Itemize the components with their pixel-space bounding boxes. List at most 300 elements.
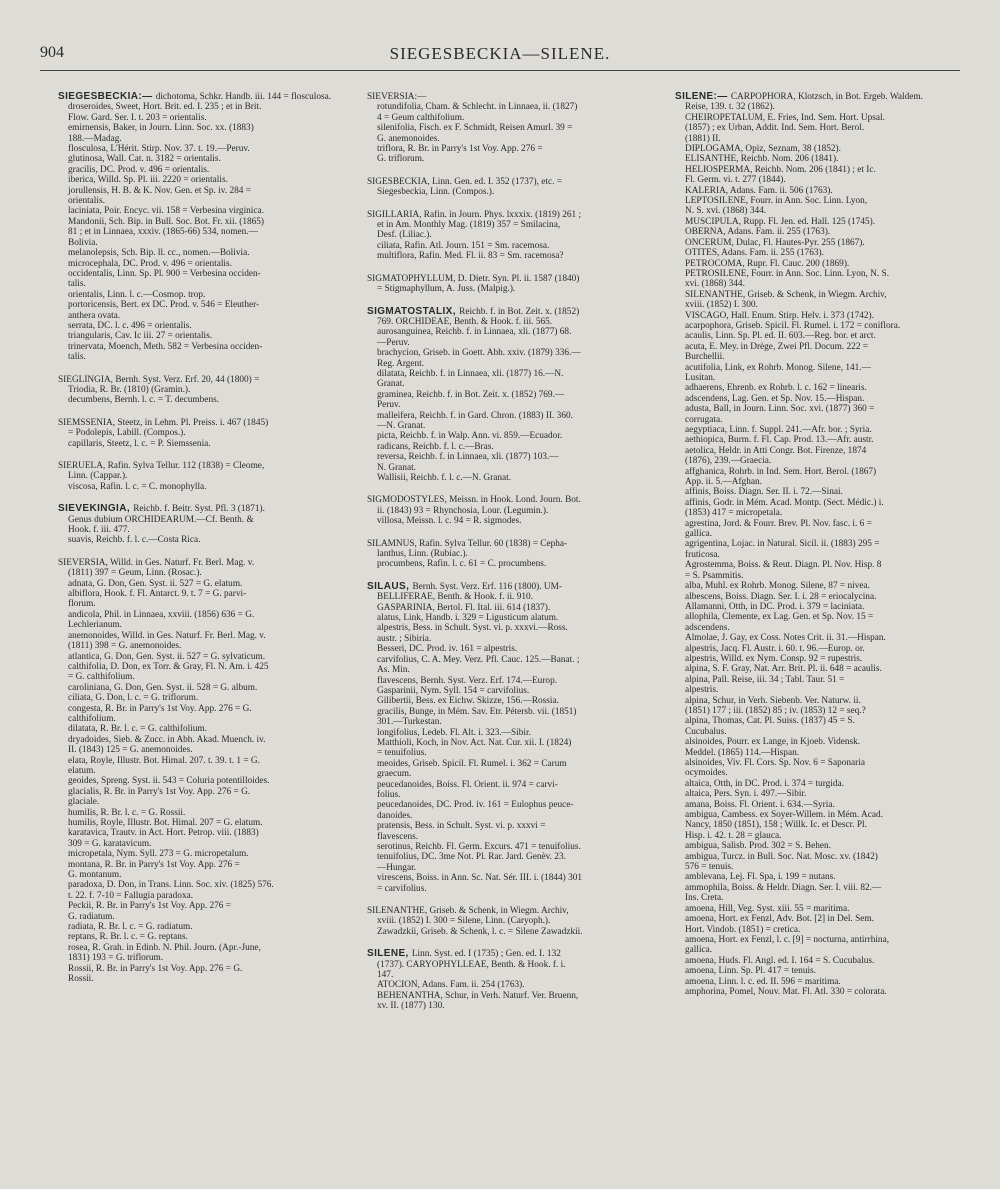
entry-text: Peruv. — [377, 400, 401, 411]
entry-text: occidentalis, Linn. Sp. Pl. 900 = Verbesina occiden- — [68, 268, 261, 279]
entry-line — [367, 421, 645, 431]
entry-line — [675, 92, 957, 102]
entry-text: BELLIFERAE, Benth. & Hook. f. ii. 910. — [377, 592, 533, 603]
entry-text: suavis, Reichb. f. l. c.—Costa Rica. — [68, 535, 201, 546]
entry-line — [675, 248, 957, 258]
entry-line — [58, 300, 336, 310]
entry-line — [367, 980, 645, 990]
column-left — [58, 92, 336, 1182]
entry-line — [675, 925, 957, 935]
entry-line — [367, 102, 645, 112]
entry-line — [367, 852, 645, 862]
entry-line — [675, 696, 957, 706]
entry-heading: SIGMATOSTALIX, — [367, 306, 460, 317]
entry-line — [58, 269, 336, 279]
entry-line — [675, 175, 957, 185]
entry-text: gracilis, DC. Prod. v. 496 = orientalis. — [68, 164, 210, 175]
entry-text: ATOCION, Adans. Fam. ii. 254 (1763). — [377, 980, 525, 991]
entry-line — [675, 820, 957, 830]
entry-line — [58, 787, 336, 797]
entry-text: Zawadzkii, Griseb. & Schenk, l. c. = Silene Zawadzkii. — [377, 926, 583, 937]
entry-line — [675, 342, 957, 352]
entry-line — [58, 134, 336, 144]
entry-text: gracilis, Bunge, in Mém. Sav. Etr. Pétersb. vii. (1851) — [377, 706, 577, 717]
entry-text: xvi. (1868) 344. — [685, 279, 745, 290]
entry-line — [675, 716, 957, 726]
entry-line — [367, 949, 645, 959]
entry-line — [675, 644, 957, 654]
entry-line — [58, 756, 336, 766]
entry-text: flavescens, Bernh. Syst. Verz. Erf. 174.—Europ. — [377, 675, 558, 686]
entry-line — [675, 196, 957, 206]
entry-text: iberica, Willd. Sp. Pl. iii. 2220 = orientalis. — [68, 175, 228, 186]
entry-line — [675, 904, 957, 914]
entry-text: Granat. — [377, 379, 405, 390]
entry-text: anemonoides, Willd. in Ges. Naturf. Fr. Berl. Mag. v. — [68, 630, 266, 641]
entry-line — [367, 603, 645, 613]
entry-line — [675, 508, 957, 518]
entry-text: SIGMODOSTYLES, Meissn. in Hook. Lond. Journ. Bot. — [367, 495, 581, 506]
entry-text: xv. II. (1877) 130. — [377, 1001, 445, 1012]
entry-text: II. (1843) 125 = G. anemonoides. — [68, 745, 193, 756]
entry — [58, 92, 336, 363]
entry-text: emirnensis, Baker, in Journ. Linn. Soc. xx. (1883) — [68, 123, 254, 134]
entry-line — [675, 217, 957, 227]
entry-text: 301.—Turkestan. — [377, 717, 442, 728]
entry-text: corrugata. — [685, 414, 723, 425]
entry-line — [675, 300, 957, 310]
entry-line — [58, 342, 336, 352]
entry-line — [58, 248, 336, 258]
entry-line — [367, 463, 645, 473]
entry-text: Burchellii. — [685, 352, 725, 363]
entry-text: malleifera, Reichb. f. in Gard. Chron. (1883) II. 360. — [377, 410, 573, 421]
entry-text: humilis, R. Br. l. c. = G. Rossii. — [68, 807, 186, 818]
entry-line — [367, 906, 645, 916]
entry-text: DIPLOGAMA, Opiz, Seznam, 38 (1852). — [685, 144, 841, 155]
entry-line — [675, 956, 957, 966]
entry-text: et in Am. Monthly Mag. (1819) 357 = Smilacina, — [377, 220, 561, 231]
entry-line — [675, 685, 957, 695]
entry-line — [675, 206, 957, 216]
entry-text: brachycion, Griseb. in Goett. Abh. xxiv. (1879) 336.— — [377, 348, 581, 359]
entry-text: graminea, Reichb. f. in Bot. Zeit. x. (1852) 769.— — [377, 389, 565, 400]
entry-text: G. anemonoides. — [377, 133, 440, 144]
entry-line — [367, 970, 645, 980]
entry-line — [367, 210, 645, 220]
entry-text: (1811) 397 = Geum, Linn. (Rosac.). — [68, 568, 202, 579]
entry-text: Peckii, R. Br. in Parry's 1st Voy. App. 276 = — [68, 901, 231, 912]
entry-text: adusta, Ball, in Journ. Linn. Soc. xvi. (1877) 360 = — [685, 404, 875, 415]
entry-text: acuta, E. Mey. in Drège, Zwei Pfl. Docum. 222 = — [685, 341, 869, 352]
entry-line — [675, 633, 957, 643]
entry-line — [58, 693, 336, 703]
entry-text: Ins. Creta. — [685, 893, 724, 904]
entry-text: Hisp. i. 42. t. 28 = glauca. — [685, 830, 782, 841]
entry-line — [675, 154, 957, 164]
entry-line — [367, 452, 645, 462]
entry-line — [58, 828, 336, 838]
entry-text: xviii. (1852) I. 300. — [685, 300, 758, 311]
entry-line — [367, 516, 645, 526]
entry-line — [367, 884, 645, 894]
entry-line — [675, 935, 957, 945]
entry — [58, 418, 336, 449]
entry-text: PETROCOMA, Rupr. Fl. Cauc. 200 (1869). — [685, 258, 850, 269]
entry-line — [675, 977, 957, 987]
entry-text: Reg. Argent. — [377, 358, 425, 369]
entry-heading: SILENE:— — [675, 92, 731, 102]
entry-text: glaciale. — [68, 797, 100, 808]
entry-text: rosea, R. Grah. in Edinb. N. Phil. Journ. (Apr.-June, — [68, 942, 261, 953]
entry-text: affghanica, Rohrb. in Ind. Sem. Hort. Berol. (1867) — [685, 466, 877, 477]
entry-text: (1876), 239.—Graecia. — [685, 456, 772, 467]
entry-line — [367, 230, 645, 240]
column-right — [675, 92, 957, 1182]
entry-text: reversa, Reichb. f. in Linnaea, xli. (1877) 103.— — [377, 452, 559, 463]
entry-text: G. montanum. — [68, 870, 122, 881]
entry-line — [58, 186, 336, 196]
entry-line — [367, 676, 645, 686]
entry-text: Reise, 139. t. 32 (1862). — [685, 102, 775, 113]
entry-text: trinervata, Moench, Meth. 582 = Verbesina occiden- — [68, 341, 263, 352]
entry-text: HELIOSPERMA, Reichb. Nom. 206 (1841) ; et Ic. — [685, 164, 876, 175]
entry-text: OTITES, Adans. Fam. ii. 255 (1763). — [685, 248, 824, 259]
entry-text: serotinus, Reichb. Fl. Germ. Excurs. 471 = tenuifolius. — [377, 842, 581, 852]
entry-text: Triodia, R. Br. (1810) (Gramin.). — [68, 384, 191, 395]
entry-text: amphorina, Pomel, Nouv. Mat. Fl. Atl. 330 = colorata. — [685, 986, 887, 997]
entry-text: SIGMATOPHYLLUM, D. Dietr. Syn. Pl. ii. 1587 (1840) — [367, 273, 580, 284]
entry-line — [58, 912, 336, 922]
entry-line — [675, 800, 957, 810]
entry-line — [675, 477, 957, 487]
entry-line — [58, 704, 336, 714]
entry-text: florum. — [68, 599, 96, 610]
entry-line — [675, 945, 957, 955]
entry-line — [58, 641, 336, 651]
entry-text: ambigua, Cambess. ex Soyer-Willem. in Mém. Acad. — [685, 810, 883, 821]
entry-line — [58, 375, 336, 385]
entry-text: SILENANTHE, Griseb. & Schenk, in Wiegm. Archiv, — [367, 906, 569, 917]
entry-line — [58, 891, 336, 901]
entry-line — [58, 683, 336, 693]
entry — [367, 582, 645, 894]
entry-line — [58, 953, 336, 963]
entry-line — [675, 467, 957, 477]
entry-line — [367, 769, 645, 779]
entry-line — [675, 529, 957, 539]
entry-text: Rossii, R. Br. in Parry's 1st Voy. App. 276 = G. — [68, 963, 243, 974]
entry-line — [58, 735, 336, 745]
entry-line — [58, 385, 336, 395]
entry-line — [58, 610, 336, 620]
entry-text: alpina, Pall. Reise, iii. 34 ; Tabl. Taur. 51 = — [685, 674, 845, 685]
entry-line — [675, 883, 957, 893]
entry-text: micropetala, Nym. Syll. 273 = G. micropetalum. — [68, 849, 249, 860]
entry-line — [675, 186, 957, 196]
entry-line — [367, 187, 645, 197]
entry-line — [58, 175, 336, 185]
entry-line — [675, 102, 957, 112]
entry-text: amoena, Hort. ex Fenzl, Adv. Bot. [2] in Del. Sem. — [685, 914, 874, 925]
entry-text: (1851) 177 ; iii. (1852) 85 ; iv. (1853) 12 = seq.? — [685, 705, 866, 716]
entry-text: laciniata, Poir. Encyc. vii. 158 = Verbesina virginica. — [68, 206, 264, 217]
entry-line — [675, 519, 957, 529]
entry-text: andicola, Phil. in Linnaea, xxviii. (1856) 636 = G. — [68, 609, 255, 620]
entry-line — [675, 290, 957, 300]
entry-text: Cucubalus. — [685, 726, 727, 737]
entry-text: LEPTOSILENE, Fourr. in Ann. Soc. Linn. Lyon, — [685, 196, 868, 207]
entry — [367, 274, 645, 295]
entry-text: allophila, Clemente, ex Lag. Gen. et Sp. Nov. 15 = — [685, 612, 874, 623]
entry-text: SIEGLINGIA, Bernh. Syst. Verz. Erf. 20, 44 (1800) = — [58, 374, 260, 385]
entry-text: albiflora, Hook. f. Fl. Antarct. 9. t. 7 = G. parvi- — [68, 589, 247, 600]
entry-text: xviii. (1852) I. 300 = Silene, Linn. (Caryoph.). — [377, 916, 551, 927]
entry-text: orientalis, Linn. l. c.—Cosmop. trop. — [68, 289, 206, 300]
entry-line — [367, 338, 645, 348]
entry-line — [367, 359, 645, 369]
entry-text: G. triflorum. — [377, 154, 425, 165]
entry-text: OBERNA, Adans. Fam. ii. 255 (1763). — [685, 227, 831, 238]
entry-line — [367, 927, 645, 937]
entry-text: multiflora, Rafin. Med. Fl. ii. 83 = Sm. racemosa? — [377, 251, 564, 262]
entry-line — [58, 259, 336, 269]
entry-line — [367, 707, 645, 717]
entry-text: PETROSILENE, Fourr. in Ann. Soc. Linn. Lyon, N. S. — [685, 268, 890, 279]
entry-text: Desf. (Liliac.). — [377, 230, 432, 241]
entry-line — [58, 515, 336, 525]
entry — [367, 210, 645, 262]
entry-text: 188.—Madag. — [68, 133, 122, 144]
entry-text: Linn. Syst. ed. I (1735) ; Gen. ed. I. 132 — [411, 949, 561, 960]
entry-line — [58, 461, 336, 471]
entry — [367, 177, 645, 198]
entry — [58, 461, 336, 492]
entry-text: App. ii. 5.—Afghan. — [685, 477, 762, 488]
entry-line — [58, 849, 336, 859]
entry-text: flosculosa, L'Hérit. Stirp. Nov. 37. t. 19.—Peruv. — [68, 144, 250, 155]
entry-line — [58, 331, 336, 341]
entry-line — [367, 506, 645, 516]
entry-line — [58, 797, 336, 807]
entry-line — [367, 559, 645, 569]
entry-text: triflora, R. Br. in Parry's 1st Voy. App. 276 = — [377, 144, 543, 155]
entry-text: SIGILLARIA, Rafin. in Journ. Phys. lxxxix. (1819) 261 ; — [367, 209, 582, 220]
entry-line — [58, 922, 336, 932]
entry-text: amoena, Linn. l. c. ed. II. 596 = maritima. — [685, 976, 841, 987]
entry-text: serrata, DC. l. c. 496 = orientalis. — [68, 320, 192, 331]
entry-text: ambigua, Salisb. Prod. 302 = S. Behen. — [685, 841, 831, 852]
entry-heading: SILENE, — [367, 949, 412, 960]
entry-text: alsinoides, Viv. Fl. Cors. Sp. Nov. 6 = Saponaria — [685, 758, 865, 768]
entry-line — [675, 758, 957, 768]
entry-text: silenifolia, Fisch. ex F. Schmidt, Reisen Amurl. 39 = — [377, 123, 573, 134]
entry-text: viscosa, Rafin. l. c. = C. monophylla. — [68, 481, 207, 492]
entry-text: glutinosa, Wall. Cat. n. 3182 = orientalis. — [68, 154, 221, 165]
entry-text: adscendens. — [685, 622, 730, 633]
entry-line — [367, 134, 645, 144]
entry-text: atlantica, G. Don, Gen. Syst. ii. 527 = G. sylvaticum. — [68, 651, 266, 662]
entry — [675, 92, 957, 997]
entry-line — [58, 290, 336, 300]
entry-text: alba, Muhl. ex Rohrb. Monog. Silene, 87 = nivea. — [685, 581, 870, 592]
entry-line — [58, 418, 336, 428]
entry-line — [675, 779, 957, 789]
entry-line — [58, 206, 336, 216]
entry-text: aegyptiaca, Linn. f. Suppl. 241.—Afr. bor. ; Syria. — [685, 425, 872, 435]
entry-line — [675, 123, 957, 133]
entry-line — [675, 810, 957, 820]
entry-text: Wallisii, Reichb. f. l. c.—N. Granat. — [377, 473, 512, 483]
entry-text: ii. (1843) 93 = Rhynchosia, Lour. (Legumin.). — [377, 505, 549, 516]
entry-text: melanolepsis, Sch. Bip. ll. cc., nomen.—Bolivia. — [68, 248, 250, 259]
entry-text: alpina, S. F. Gray, Nat. Arr. Brit. Pl. ii. 648 = acaulis. — [685, 664, 882, 675]
entry-text: rotundifolia, Cham. & Schlecht. in Linnaea, ii. (1827) — [377, 102, 578, 113]
entry-text: anthera ovata. — [68, 310, 121, 321]
entry-line — [367, 634, 645, 644]
entry-line — [367, 284, 645, 294]
entry-line — [675, 706, 957, 716]
entry-text: calthifolia, D. Don, ex Torr. & Gray, Fl. N. Am. i. 425 — [68, 661, 269, 672]
entry-text: ONCERUM, Dulac, Fl. Hautes-Pyr. 255 (1867). — [685, 237, 865, 248]
entry-line — [58, 714, 336, 724]
entry-text: Flow. Gard. Ser. I. t. 203 = orientalis. — [68, 112, 207, 123]
entry-text: jorullensis, H. B. & K. Nov. Gen. et Sp. iv. 284 = — [68, 185, 251, 196]
entry-line — [675, 259, 957, 269]
entry-line — [367, 790, 645, 800]
entry-line — [58, 525, 336, 535]
entry-text: Meddel. (1865) 114.—Hispan. — [685, 747, 800, 758]
entry-line — [367, 539, 645, 549]
entry-heading: SILAUS, — [367, 581, 413, 592]
entry-text: —Hungar. — [377, 862, 416, 873]
entry-text: amoena, Hill, Veg. Syst. xiii. 55 = maritima. — [685, 903, 850, 914]
entry-text: amblevana, Lej. Fl. Spa, i. 199 = nutans. — [685, 872, 836, 883]
entry-line — [675, 487, 957, 497]
entry-text: Hook. f. iii. 477. — [68, 525, 130, 536]
entry-text: ciliata, Rafin. Atl. Journ. 151 = Sm. racemosa. — [377, 240, 550, 251]
entry-text: VISCAGO, Hall. Enum. Stirp. Helv. i. 373 (1742). — [685, 310, 874, 321]
entry-line — [367, 411, 645, 421]
entry-text: —Peruv. — [377, 337, 410, 348]
entry-text: glacialis, R. Br. in Parry's 1st Voy. App. 276 = G. — [68, 786, 251, 797]
entry-line — [58, 227, 336, 237]
entry-line — [675, 831, 957, 841]
entry-text: ciliata, G. Don, l. c. = G. triflorum. — [68, 693, 199, 704]
entry-line — [675, 768, 957, 778]
entry-line — [367, 811, 645, 821]
entry-line — [675, 914, 957, 924]
entry-line — [675, 363, 957, 373]
entry-line — [675, 311, 957, 321]
entry-line — [675, 456, 957, 466]
entry-line — [675, 227, 957, 237]
entry-text: meoides, Griseb. Spicil. Fl. Rumel. i. 362 = Carum — [377, 758, 567, 769]
entry-text: reptans, R. Br. l. c. = G. reptans. — [68, 932, 188, 943]
entry-text: alsinoides, Pourr. ex Lange, in Kjoeb. Vidensk. — [685, 737, 861, 748]
header-rule — [40, 70, 960, 71]
entry-text: 4 = Geum calthifolium. — [377, 112, 465, 123]
entry-line — [675, 737, 957, 747]
entry-text: ammophila, Boiss. & Heldr. Diagn. Ser. I. viii. 82.— — [685, 882, 882, 893]
entry-line — [58, 217, 336, 227]
entry-line — [675, 571, 957, 581]
entry-text: peucedanoides, DC. Prod. iv. 161 = Eulophus peuce- — [377, 800, 574, 811]
entry-text: 1831) 193 = G. triflorum. — [68, 953, 164, 964]
entry-text: calthifolium. — [68, 713, 116, 724]
entry-line — [58, 672, 336, 682]
entry-text: GASPARINIA, Bertol. Fl. Ital. iii. 614 (1837). — [377, 602, 551, 613]
entry-text: Gilibertii, Bess. ex Eichw. Skizze, 156.—Rossia. — [377, 696, 559, 707]
entry-line — [675, 435, 957, 445]
entry-text: adnata, G. Don, Gen. Syst. ii. 527 = G. elatum. — [68, 578, 243, 589]
entry-line — [367, 442, 645, 452]
entry-text: 147. — [377, 970, 394, 981]
entry-text: Genus dubium ORCHIDEARUM.—Cf. Benth. & — [68, 514, 254, 525]
entry-heading: SIEVEKINGIA, — [58, 504, 134, 515]
entry-line — [367, 960, 645, 970]
entry-line — [58, 311, 336, 321]
entry-text: Nancy, 1850 (1851), 158 ; Willk. Ic. et Descr. Pl. — [685, 820, 867, 831]
entry-line — [675, 134, 957, 144]
entry-line — [675, 852, 957, 862]
entry-text: Reichb. f. in Bot. Zeit. x. (1852) — [459, 306, 580, 317]
entry-text: Bernh. Syst. Verz. Erf. 116 (1800). UM- — [412, 581, 562, 592]
entry-line — [367, 327, 645, 337]
entry-line — [58, 154, 336, 164]
entry-line — [367, 274, 645, 284]
entry-line — [58, 482, 336, 492]
entry-text: Mandonii, Sch. Bip. in Bull. Soc. Bot. Fr. xii. (1865) — [68, 216, 265, 227]
entry-text: gallica. — [685, 945, 713, 956]
entry-line — [367, 800, 645, 810]
entry-line — [58, 808, 336, 818]
entry-text: austr. ; Sibiria. — [377, 633, 432, 644]
entry-text: adhaerens, Ehrenb. ex Rohrb. l. c. 162 = linearis. — [685, 383, 867, 394]
entry-line — [58, 745, 336, 755]
entry-text: 769. ORCHIDEAE, Benth. & Hook. f. iii. 565. — [377, 316, 553, 327]
entry-text: SILAMNUS, Rafin. Sylva Tellur. 60 (1838) = Cepha- — [367, 538, 568, 549]
entry-line — [675, 269, 957, 279]
entry-line — [367, 369, 645, 379]
entry-text: acarpophora, Griseb. Spicil. Fl. Rumel. i. 172 = coniflora. — [685, 320, 901, 331]
entry-line — [367, 842, 645, 852]
entry-line — [675, 592, 957, 602]
entry-line — [367, 220, 645, 230]
entry-text: SIGESBECKIA, Linn. Gen. ed. I. 352 (1737), etc. = — [367, 176, 563, 187]
entry-line — [367, 495, 645, 505]
entry-text: SIEVERSIA:— — [367, 92, 427, 102]
entry-line — [675, 415, 957, 425]
entry-text: carvifolius, C. A. Mey. Verz. Pfl. Cauc. 125.—Banat. ; — [377, 654, 580, 665]
entry-text: amoena, Linn. Sp. Pl. 417 = tenuis. — [685, 966, 817, 977]
entry-line — [675, 623, 957, 633]
entry-text: fruticosa. — [685, 549, 720, 560]
entry-text: alpestris, Bess. in Schult. Syst. vi. p. xxxvi.—Ross. — [377, 623, 568, 634]
entry — [367, 307, 645, 484]
entry-text: villosa, Meissn. l. c. 94 = R. sigmodes. — [377, 516, 522, 527]
entry — [58, 558, 336, 985]
entry-text: = tenuifolius. — [377, 748, 427, 759]
entry-line — [58, 102, 336, 112]
entry-text: G. radiatum. — [68, 911, 115, 922]
entry-text: altaica, Pers. Syn. i. 497.—Sibir. — [685, 789, 807, 800]
entry-text: lanthus, Linn. (Rubiac.). — [377, 549, 468, 560]
entry-text: Siegesbeckia, Linn. (Compos.). — [377, 187, 495, 198]
entry-line — [675, 675, 957, 685]
entry — [367, 539, 645, 570]
entry-line — [675, 279, 957, 289]
